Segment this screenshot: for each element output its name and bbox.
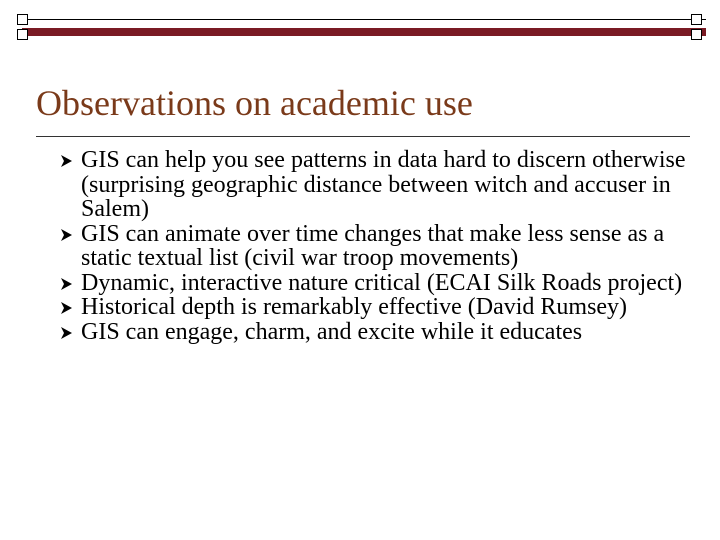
bullet-text: Dynamic, interactive nature critical (ECAI Silk Roads project) [81,269,683,296]
title-divider [36,136,690,137]
bullet-list [60,148,700,344]
corner-square-icon [17,14,28,25]
arrow-bullet-icon [60,277,73,291]
arrow-bullet-icon [60,228,73,242]
arrow-bullet-icon [60,301,73,315]
bullet-text: GIS can help you see patterns in data hard to discern otherwise (surprising geographic distance between witch and accuser in Salem) [81,147,686,222]
list-item [60,271,700,296]
corner-square-icon [17,29,28,40]
list-item [60,222,700,271]
corner-square-icon [691,14,702,25]
bullet-text: GIS can engage, charm, and excite while it educates [81,318,583,345]
arrow-bullet-icon [60,326,73,340]
header-accent-bar [22,28,706,36]
list-item [60,295,700,320]
bullet-text: Historical depth is remarkably effective (David Rumsey) [81,294,628,320]
bullet-text: GIS can animate over time changes that make less sense as a static textual list (civil war troop movements) [81,220,665,271]
arrow-bullet-icon [60,154,73,168]
corner-square-icon [691,29,702,40]
list-item [60,320,700,345]
slide-title: Observations on academic use [36,83,473,123]
header-thin-line [22,19,706,20]
list-item [60,148,700,222]
